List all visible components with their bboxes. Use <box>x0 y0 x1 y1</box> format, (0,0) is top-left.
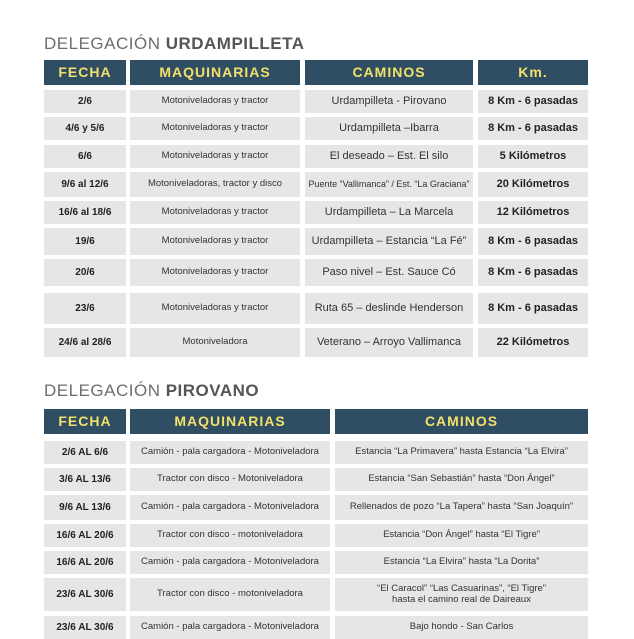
cell-maquinarias: Camión - pala cargadora - Motoniveladora <box>130 495 330 520</box>
cell-caminos: Estancia “La Primavera” hasta Estancia “La Elvira” <box>335 441 588 464</box>
cell-maquinarias: Camión - pala cargadora - Motoniveladora <box>130 616 330 639</box>
cell-maquinarias: Motoniveladoras y tractor <box>130 117 300 140</box>
cell-km: 5 Kilómetros <box>478 145 588 168</box>
cell-caminos: Estancia “San Sebastián” hasta “Don Ángel” <box>335 468 588 491</box>
cell-maquinarias: Camión - pala cargadora - Motoniveladora <box>130 551 330 574</box>
section-title-pirovano <box>44 381 259 401</box>
cell-fecha: 20/6 <box>44 259 126 286</box>
cell-caminos: Veterano – Arroyo Vallimanca <box>305 328 473 357</box>
cell-maquinarias: Tractor con disco - Motoniveladora <box>130 468 330 491</box>
cell-caminos <box>335 578 588 611</box>
cell-caminos: Bajo hondo - San Carlos <box>335 616 588 639</box>
cell-km: 22 Kilómetros <box>478 328 588 357</box>
cell-fecha: 6/6 <box>44 145 126 168</box>
cell-maquinarias: Motoniveladoras y tractor <box>130 259 300 286</box>
title-name: PIROVANO <box>165 381 260 400</box>
cell-km: 8 Km - 6 pasadas <box>478 228 588 255</box>
cell-maquinarias: Motoniveladoras y tractor <box>130 201 300 224</box>
cell-maquinarias: Tractor con disco - motoniveladora <box>130 578 330 611</box>
cell-km: 8 Km - 6 pasadas <box>478 259 588 286</box>
cell-maquinarias: Motoniveladoras y tractor <box>130 293 300 324</box>
cell-fecha: 16/6 al 18/6 <box>44 201 126 224</box>
header-maquinarias: MAQUINARIAS <box>130 60 300 85</box>
cell-fecha: 23/6 <box>44 293 126 324</box>
cell-caminos: Urdampilleta –Ibarra <box>305 117 473 140</box>
title-prefix: DELEGACIÓN <box>44 381 166 400</box>
header-fecha: FECHA <box>44 60 126 85</box>
header-caminos: CAMINOS <box>335 409 588 434</box>
cell-fecha: 23/6 AL 30/6 <box>44 616 126 639</box>
cell-fecha: 2/6 <box>44 90 126 113</box>
cell-fecha: 9/6 AL 13/6 <box>44 495 126 520</box>
cell-caminos: Urdampilleta – Estancia “La Fé” <box>305 228 473 255</box>
cell-caminos: Estancia “La Elvira” hasta “La Dorita” <box>335 551 588 574</box>
title-prefix: DELEGACIÓN <box>44 34 166 53</box>
cell-km: 20 Kilómetros <box>478 172 588 197</box>
cell-fecha: 23/6 AL 30/6 <box>44 578 126 611</box>
cell-fecha: 19/6 <box>44 228 126 255</box>
header-km: Km. <box>478 60 588 85</box>
cell-maquinarias: Motoniveladoras y tractor <box>130 90 300 113</box>
caminos-line-2: hasta el camino real de Daireaux <box>392 593 531 605</box>
cell-fecha: 9/6 al 12/6 <box>44 172 126 197</box>
cell-fecha: 3/6 AL 13/6 <box>44 468 126 491</box>
cell-fecha: 2/6 AL 6/6 <box>44 441 126 464</box>
header-fecha: FECHA <box>44 409 126 434</box>
cell-km: 8 Km - 6 pasadas <box>478 90 588 113</box>
cell-caminos: Urdampilleta – La Marcela <box>305 201 473 224</box>
cell-maquinarias: Motoniveladoras, tractor y disco <box>130 172 300 197</box>
cell-km: 8 Km - 6 pasadas <box>478 293 588 324</box>
section-title-urdampilleta <box>44 34 305 54</box>
cell-caminos: Rellenados de pozo “La Tapera” hasta “San Joaquín” <box>335 495 588 520</box>
cell-fecha: 16/6 AL 20/6 <box>44 524 126 547</box>
cell-caminos: El deseado – Est. El silo <box>305 145 473 168</box>
cell-caminos: Puente “Vallimanca” / Est. “La Graciana” <box>305 172 473 197</box>
cell-maquinarias: Tractor con disco - motoniveladora <box>130 524 330 547</box>
cell-km: 8 Km - 6 pasadas <box>478 117 588 140</box>
caminos-line-1: “El Caracol” “Las Casuarinas”, “El Tigre” <box>377 582 546 594</box>
cell-km: 12 Kilómetros <box>478 201 588 224</box>
cell-fecha: 4/6 y 5/6 <box>44 117 126 140</box>
cell-caminos: Ruta 65 – deslinde Henderson <box>305 293 473 324</box>
cell-maquinarias: Motoniveladora <box>130 328 300 357</box>
title-name: URDAMPILLETA <box>165 34 305 53</box>
cell-maquinarias: Motoniveladoras y tractor <box>130 145 300 168</box>
cell-maquinarias: Camión - pala cargadora - Motoniveladora <box>130 441 330 464</box>
cell-caminos: Estancia “Don Ángel” hasta “El Tigre” <box>335 524 588 547</box>
header-maquinarias: MAQUINARIAS <box>130 409 330 434</box>
cell-caminos: Paso nivel – Est. Sauce Có <box>305 259 473 286</box>
header-caminos: CAMINOS <box>305 60 473 85</box>
cell-fecha: 24/6 al 28/6 <box>44 328 126 357</box>
cell-fecha: 16/6 AL 20/6 <box>44 551 126 574</box>
cell-caminos: Urdampilleta - Pirovano <box>305 90 473 113</box>
cell-maquinarias: Motoniveladoras y tractor <box>130 228 300 255</box>
